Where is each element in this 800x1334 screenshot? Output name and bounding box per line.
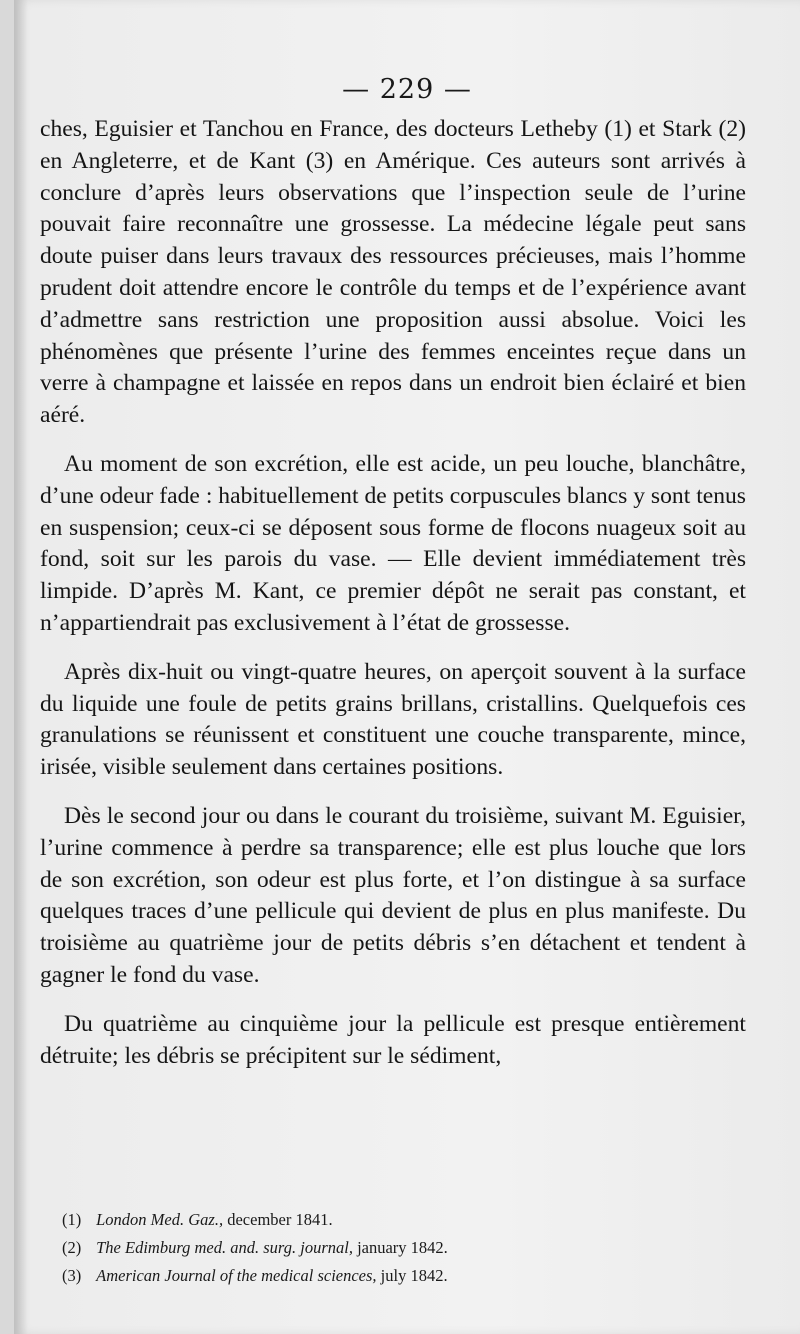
footnote-journal: American Journal of the medical sciences, (96, 1266, 377, 1285)
footnote-1 (62, 1206, 742, 1234)
page-number: — 229 — (342, 74, 472, 105)
paragraph-3: Après dix-huit ou vingt-quatre heures, on aperçoit souvent à la surface du liquide une foule de petits grains brillans, cristallins. Quelquefois ces granulations se réunissent et constituent une couche transparente, mince, irisée, visible seulement dans certaines positions. (40, 658, 746, 781)
paragraph-5: Du quatrième au cinquième jour la pellicule est presque entièrement détruite; les débris se précipitent sur le sédiment, (40, 1010, 746, 1069)
footnote-number: (3) (62, 1266, 82, 1285)
paragraph-1: ches, Eguisier et Tanchou en France, des docteurs Letheby (1) et Stark (2) en Angleterre, et de Kant (3) en Amérique. Ces auteurs sont arrivés à conclure d’après leurs observations que l’inspection seule de l’urine pouvait faire reconnaître une grossesse. La médecine légale peut sans doute puiser dans leurs travaux des ressources précieuses, mais l’homme prudent doit attendre encore le contrôle du temps et de l’expérience avant d’admettre sans restriction une proposition aussi absolue. Voici les phénomènes que présente l’urine des femmes enceintes reçue dans un verre à champagne et laissée en repos dans un endroit bien éclairé et bien aéré. (40, 116, 746, 429)
footnotes (62, 1206, 742, 1290)
book-page (14, 0, 800, 1334)
footnote-number: (1) (62, 1210, 82, 1229)
footnote-2 (62, 1234, 742, 1262)
footnote-number: (2) (62, 1238, 82, 1257)
footnote-date: july 1842. (380, 1266, 448, 1285)
paragraph-4: Dès le second jour ou dans le courant du troisième, suivant M. Eguisier, l’urine commence à perdre sa transparence; elle est plus louche que lors de son excrétion, son odeur est plus forte, et l’on distingue à sa surface quelques traces d’une pellicule qui devient de plus en plus manifeste. Du troisième au quatrième jour de petits débris s’en détachent et tendent à gagner le fond du vase. (40, 802, 746, 988)
footnote-date: january 1842. (357, 1238, 448, 1257)
body-text (40, 114, 746, 1089)
footnote-3 (62, 1262, 742, 1290)
paragraph-2: Au moment de son excrétion, elle est acide, un peu louche, blanchâtre, d’une odeur fade : habituellement de petits corpuscules blancs y sont tenus en suspension; ceux-ci se déposent sous forme de flocons nuageux soit au fond, soit sur les parois du vase. — Elle devient immédiatement très limpide. D’après M. Kant, ce premier dépôt ne serait pas constant, et n’appartiendrait pas exclusivement à l’état de grossesse. (40, 450, 746, 636)
footnote-journal: The Edimburg med. and. surg. journal, (96, 1238, 353, 1257)
footnote-date: december 1841. (227, 1210, 333, 1229)
footnote-journal: London Med. Gaz., (96, 1210, 224, 1229)
